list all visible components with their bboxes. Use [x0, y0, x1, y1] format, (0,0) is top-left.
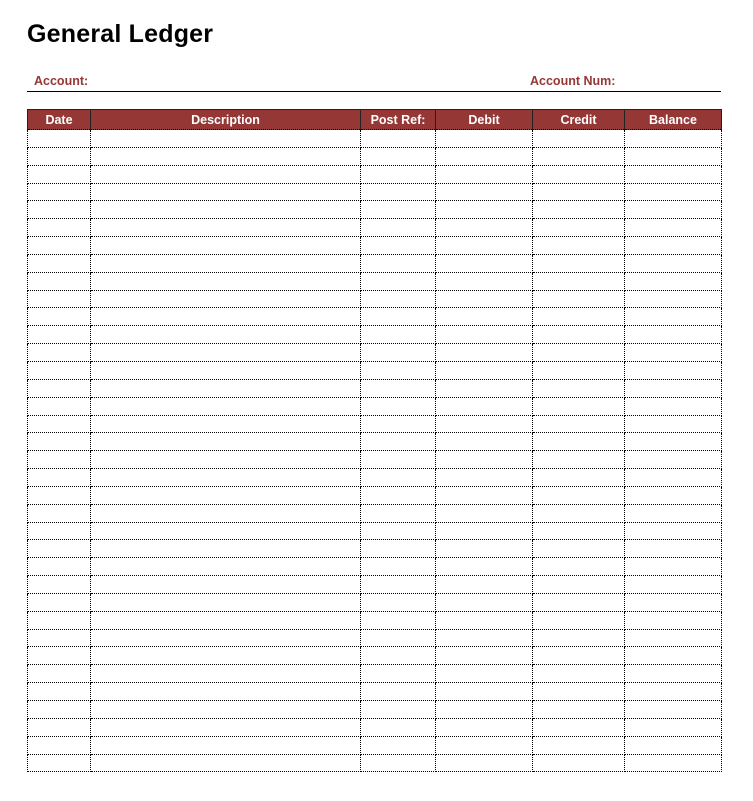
cell-description[interactable]	[91, 451, 361, 469]
cell-credit[interactable]	[533, 540, 625, 558]
cell-debit[interactable]	[436, 522, 533, 540]
table-row	[28, 647, 722, 665]
cell-balance[interactable]	[625, 522, 722, 540]
cell-post-ref[interactable]	[361, 754, 436, 772]
column-header-credit: Credit	[533, 110, 625, 130]
cell-description[interactable]	[91, 130, 361, 148]
cell-credit[interactable]	[533, 344, 625, 362]
cell-debit[interactable]	[436, 290, 533, 308]
cell-date[interactable]	[28, 165, 91, 183]
cell-debit[interactable]	[436, 701, 533, 719]
cell-debit[interactable]	[436, 576, 533, 594]
cell-balance[interactable]	[625, 433, 722, 451]
cell-credit[interactable]	[533, 308, 625, 326]
cell-post-ref[interactable]	[361, 629, 436, 647]
cell-debit[interactable]	[436, 397, 533, 415]
table-row	[28, 183, 722, 201]
cell-credit[interactable]	[533, 629, 625, 647]
cell-post-ref[interactable]	[361, 254, 436, 272]
cell-post-ref[interactable]	[361, 451, 436, 469]
table-row	[28, 754, 722, 772]
cell-description[interactable]	[91, 665, 361, 683]
cell-debit[interactable]	[436, 718, 533, 736]
cell-post-ref[interactable]	[361, 486, 436, 504]
table-row	[28, 433, 722, 451]
cell-post-ref[interactable]	[361, 147, 436, 165]
cell-post-ref[interactable]	[361, 326, 436, 344]
cell-credit[interactable]	[533, 593, 625, 611]
cell-debit[interactable]	[436, 683, 533, 701]
table-row	[28, 165, 722, 183]
cell-description[interactable]	[91, 576, 361, 594]
cell-credit[interactable]	[533, 201, 625, 219]
cell-date[interactable]	[28, 486, 91, 504]
column-header-date: Date	[28, 110, 91, 130]
cell-date[interactable]	[28, 290, 91, 308]
ledger-header-row	[28, 110, 722, 130]
cell-post-ref[interactable]	[361, 308, 436, 326]
cell-description[interactable]	[91, 254, 361, 272]
cell-debit[interactable]	[436, 433, 533, 451]
cell-balance[interactable]	[625, 665, 722, 683]
table-row	[28, 701, 722, 719]
cell-balance[interactable]	[625, 254, 722, 272]
cell-balance[interactable]	[625, 237, 722, 255]
cell-credit[interactable]	[533, 504, 625, 522]
cell-balance[interactable]	[625, 683, 722, 701]
cell-date[interactable]	[28, 683, 91, 701]
cell-credit[interactable]	[533, 522, 625, 540]
table-row	[28, 629, 722, 647]
column-header-debit: Debit	[436, 110, 533, 130]
table-row	[28, 504, 722, 522]
cell-debit[interactable]	[436, 451, 533, 469]
table-row	[28, 593, 722, 611]
cell-description[interactable]	[91, 361, 361, 379]
cell-credit[interactable]	[533, 183, 625, 201]
cell-post-ref[interactable]	[361, 522, 436, 540]
cell-description[interactable]	[91, 504, 361, 522]
cell-balance[interactable]	[625, 504, 722, 522]
table-row	[28, 469, 722, 487]
cell-description[interactable]	[91, 433, 361, 451]
cell-debit[interactable]	[436, 593, 533, 611]
cell-credit[interactable]	[533, 647, 625, 665]
table-row	[28, 201, 722, 219]
cell-balance[interactable]	[625, 593, 722, 611]
cell-description[interactable]	[91, 326, 361, 344]
cell-date[interactable]	[28, 576, 91, 594]
cell-balance[interactable]	[625, 451, 722, 469]
account-label: Account:	[34, 74, 89, 88]
cell-description[interactable]	[91, 147, 361, 165]
cell-debit[interactable]	[436, 147, 533, 165]
cell-description[interactable]	[91, 683, 361, 701]
cell-post-ref[interactable]	[361, 290, 436, 308]
cell-post-ref[interactable]	[361, 718, 436, 736]
cell-date[interactable]	[28, 718, 91, 736]
cell-debit[interactable]	[436, 344, 533, 362]
table-row	[28, 665, 722, 683]
cell-balance[interactable]	[625, 379, 722, 397]
cell-post-ref[interactable]	[361, 540, 436, 558]
cell-description[interactable]	[91, 540, 361, 558]
cell-description[interactable]	[91, 629, 361, 647]
cell-debit[interactable]	[436, 361, 533, 379]
table-row	[28, 379, 722, 397]
cell-post-ref[interactable]	[361, 130, 436, 148]
cell-description[interactable]	[91, 415, 361, 433]
cell-balance[interactable]	[625, 308, 722, 326]
cell-balance[interactable]	[625, 754, 722, 772]
cell-balance[interactable]	[625, 736, 722, 754]
cell-date[interactable]	[28, 201, 91, 219]
cell-balance[interactable]	[625, 701, 722, 719]
cell-debit[interactable]	[436, 611, 533, 629]
table-row	[28, 308, 722, 326]
cell-credit[interactable]	[533, 469, 625, 487]
table-row	[28, 130, 722, 148]
table-row	[28, 344, 722, 362]
cell-description[interactable]	[91, 344, 361, 362]
table-row	[28, 272, 722, 290]
cell-date[interactable]	[28, 415, 91, 433]
cell-date[interactable]	[28, 361, 91, 379]
cell-balance[interactable]	[625, 201, 722, 219]
cell-description[interactable]	[91, 201, 361, 219]
cell-debit[interactable]	[436, 219, 533, 237]
table-row	[28, 718, 722, 736]
cell-debit[interactable]	[436, 504, 533, 522]
cell-credit[interactable]	[533, 290, 625, 308]
cell-balance[interactable]	[625, 344, 722, 362]
cell-credit[interactable]	[533, 415, 625, 433]
cell-credit[interactable]	[533, 397, 625, 415]
cell-credit[interactable]	[533, 718, 625, 736]
cell-post-ref[interactable]	[361, 201, 436, 219]
cell-credit[interactable]	[533, 736, 625, 754]
cell-debit[interactable]	[436, 308, 533, 326]
cell-date[interactable]	[28, 254, 91, 272]
cell-debit[interactable]	[436, 165, 533, 183]
cell-date[interactable]	[28, 130, 91, 148]
cell-date[interactable]	[28, 272, 91, 290]
cell-post-ref[interactable]	[361, 272, 436, 290]
table-row	[28, 522, 722, 540]
cell-date[interactable]	[28, 433, 91, 451]
cell-post-ref[interactable]	[361, 593, 436, 611]
cell-description[interactable]	[91, 397, 361, 415]
ledger-table	[27, 109, 722, 772]
cell-description[interactable]	[91, 165, 361, 183]
cell-credit[interactable]	[533, 754, 625, 772]
table-row	[28, 361, 722, 379]
cell-post-ref[interactable]	[361, 611, 436, 629]
cell-post-ref[interactable]	[361, 736, 436, 754]
cell-credit[interactable]	[533, 486, 625, 504]
cell-credit[interactable]	[533, 701, 625, 719]
cell-date[interactable]	[28, 504, 91, 522]
page-title: General Ledger	[27, 20, 214, 48]
cell-post-ref[interactable]	[361, 683, 436, 701]
cell-description[interactable]	[91, 736, 361, 754]
account-info-row	[27, 74, 721, 92]
cell-description[interactable]	[91, 754, 361, 772]
table-row	[28, 415, 722, 433]
cell-description[interactable]	[91, 237, 361, 255]
cell-credit[interactable]	[533, 272, 625, 290]
table-row	[28, 254, 722, 272]
cell-date[interactable]	[28, 344, 91, 362]
cell-debit[interactable]	[436, 237, 533, 255]
cell-post-ref[interactable]	[361, 344, 436, 362]
cell-debit[interactable]	[436, 647, 533, 665]
table-row	[28, 290, 722, 308]
cell-post-ref[interactable]	[361, 665, 436, 683]
cell-description[interactable]	[91, 290, 361, 308]
cell-balance[interactable]	[625, 629, 722, 647]
cell-credit[interactable]	[533, 576, 625, 594]
table-row	[28, 611, 722, 629]
cell-date[interactable]	[28, 237, 91, 255]
cell-balance[interactable]	[625, 611, 722, 629]
column-header-post-ref: Post Ref:	[361, 110, 436, 130]
table-row	[28, 540, 722, 558]
cell-post-ref[interactable]	[361, 165, 436, 183]
cell-balance[interactable]	[625, 397, 722, 415]
cell-date[interactable]	[28, 593, 91, 611]
cell-description[interactable]	[91, 701, 361, 719]
cell-balance[interactable]	[625, 718, 722, 736]
cell-debit[interactable]	[436, 183, 533, 201]
cell-post-ref[interactable]	[361, 237, 436, 255]
cell-balance[interactable]	[625, 326, 722, 344]
cell-balance[interactable]	[625, 165, 722, 183]
cell-date[interactable]	[28, 219, 91, 237]
table-row	[28, 576, 722, 594]
table-row	[28, 736, 722, 754]
cell-date[interactable]	[28, 308, 91, 326]
cell-balance[interactable]	[625, 290, 722, 308]
cell-description[interactable]	[91, 308, 361, 326]
cell-post-ref[interactable]	[361, 647, 436, 665]
cell-debit[interactable]	[436, 469, 533, 487]
cell-credit[interactable]	[533, 433, 625, 451]
cell-description[interactable]	[91, 611, 361, 629]
cell-debit[interactable]	[436, 486, 533, 504]
cell-date[interactable]	[28, 754, 91, 772]
cell-credit[interactable]	[533, 611, 625, 629]
cell-description[interactable]	[91, 558, 361, 576]
cell-post-ref[interactable]	[361, 576, 436, 594]
table-row	[28, 237, 722, 255]
table-row	[28, 147, 722, 165]
cell-date[interactable]	[28, 540, 91, 558]
cell-date[interactable]	[28, 397, 91, 415]
cell-post-ref[interactable]	[361, 361, 436, 379]
cell-debit[interactable]	[436, 415, 533, 433]
cell-credit[interactable]	[533, 326, 625, 344]
cell-credit[interactable]	[533, 165, 625, 183]
cell-balance[interactable]	[625, 183, 722, 201]
table-row	[28, 558, 722, 576]
cell-balance[interactable]	[625, 361, 722, 379]
cell-description[interactable]	[91, 647, 361, 665]
cell-post-ref[interactable]	[361, 504, 436, 522]
cell-debit[interactable]	[436, 201, 533, 219]
cell-credit[interactable]	[533, 683, 625, 701]
cell-post-ref[interactable]	[361, 701, 436, 719]
cell-debit[interactable]	[436, 379, 533, 397]
cell-date[interactable]	[28, 522, 91, 540]
cell-debit[interactable]	[436, 558, 533, 576]
cell-date[interactable]	[28, 629, 91, 647]
cell-balance[interactable]	[625, 147, 722, 165]
cell-credit[interactable]	[533, 237, 625, 255]
cell-date[interactable]	[28, 326, 91, 344]
cell-date[interactable]	[28, 183, 91, 201]
cell-debit[interactable]	[436, 665, 533, 683]
cell-balance[interactable]	[625, 558, 722, 576]
table-row	[28, 397, 722, 415]
table-row	[28, 219, 722, 237]
cell-credit[interactable]	[533, 361, 625, 379]
cell-post-ref[interactable]	[361, 379, 436, 397]
cell-description[interactable]	[91, 219, 361, 237]
cell-description[interactable]	[91, 272, 361, 290]
cell-credit[interactable]	[533, 130, 625, 148]
cell-balance[interactable]	[625, 415, 722, 433]
cell-description[interactable]	[91, 183, 361, 201]
cell-post-ref[interactable]	[361, 469, 436, 487]
cell-debit[interactable]	[436, 272, 533, 290]
cell-balance[interactable]	[625, 469, 722, 487]
cell-date[interactable]	[28, 701, 91, 719]
cell-balance[interactable]	[625, 540, 722, 558]
cell-balance[interactable]	[625, 576, 722, 594]
cell-credit[interactable]	[533, 147, 625, 165]
cell-credit[interactable]	[533, 219, 625, 237]
cell-description[interactable]	[91, 593, 361, 611]
cell-date[interactable]	[28, 451, 91, 469]
cell-debit[interactable]	[436, 736, 533, 754]
cell-post-ref[interactable]	[361, 415, 436, 433]
cell-date[interactable]	[28, 379, 91, 397]
cell-date[interactable]	[28, 558, 91, 576]
column-header-balance: Balance	[625, 110, 722, 130]
cell-debit[interactable]	[436, 629, 533, 647]
cell-debit[interactable]	[436, 130, 533, 148]
cell-date[interactable]	[28, 665, 91, 683]
cell-credit[interactable]	[533, 451, 625, 469]
cell-balance[interactable]	[625, 486, 722, 504]
cell-debit[interactable]	[436, 254, 533, 272]
cell-post-ref[interactable]	[361, 219, 436, 237]
cell-debit[interactable]	[436, 540, 533, 558]
cell-date[interactable]	[28, 736, 91, 754]
cell-credit[interactable]	[533, 558, 625, 576]
cell-debit[interactable]	[436, 754, 533, 772]
cell-credit[interactable]	[533, 379, 625, 397]
cell-description[interactable]	[91, 379, 361, 397]
cell-post-ref[interactable]	[361, 558, 436, 576]
table-row	[28, 683, 722, 701]
cell-balance[interactable]	[625, 647, 722, 665]
cell-description[interactable]	[91, 486, 361, 504]
table-row	[28, 451, 722, 469]
cell-post-ref[interactable]	[361, 183, 436, 201]
cell-post-ref[interactable]	[361, 433, 436, 451]
cell-description[interactable]	[91, 469, 361, 487]
cell-description[interactable]	[91, 718, 361, 736]
cell-credit[interactable]	[533, 254, 625, 272]
cell-debit[interactable]	[436, 326, 533, 344]
cell-credit[interactable]	[533, 665, 625, 683]
cell-balance[interactable]	[625, 219, 722, 237]
cell-balance[interactable]	[625, 130, 722, 148]
table-row	[28, 486, 722, 504]
cell-post-ref[interactable]	[361, 397, 436, 415]
cell-date[interactable]	[28, 611, 91, 629]
account-num-label: Account Num:	[530, 74, 616, 88]
cell-balance[interactable]	[625, 272, 722, 290]
cell-description[interactable]	[91, 522, 361, 540]
cell-date[interactable]	[28, 469, 91, 487]
cell-date[interactable]	[28, 647, 91, 665]
column-header-description: Description	[91, 110, 361, 130]
cell-date[interactable]	[28, 147, 91, 165]
table-row	[28, 326, 722, 344]
